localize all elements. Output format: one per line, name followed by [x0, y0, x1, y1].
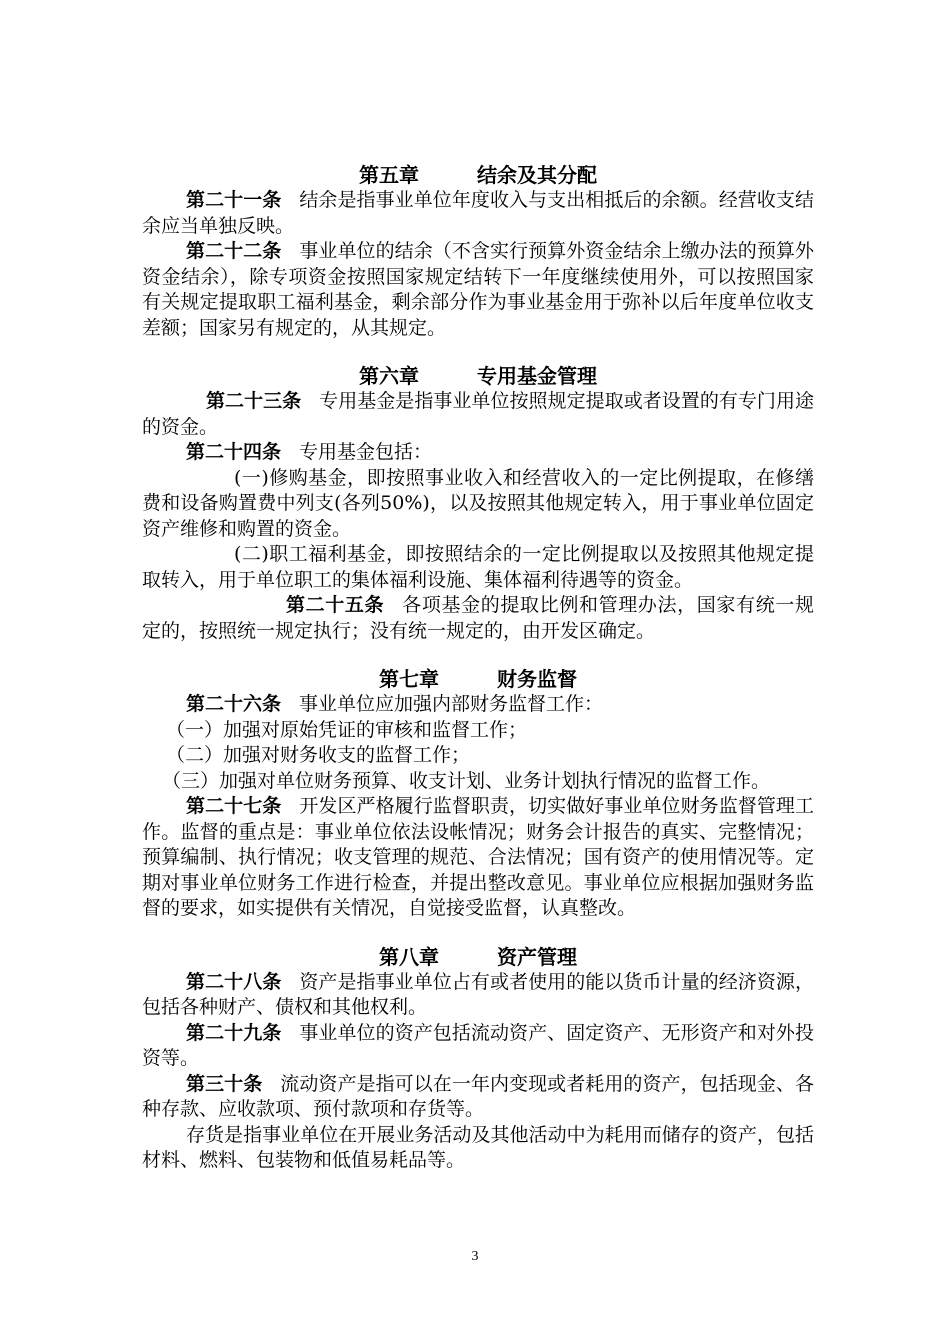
- article-text: 资产是指事业单位占有或者使用的能以货币计量的经济资源，包括各种财产、债权和其他权利。: [142, 970, 814, 1018]
- article-24-item-2: (二)职工福利基金，即按照结余的一定比例提取以及按照其他规定提取转入，用于单位职工的集体福利设施、集体福利待遇等的资金。: [142, 543, 814, 591]
- chapter-number: 第五章: [359, 163, 419, 187]
- article-30: [142, 1072, 814, 1123]
- article-26-item-1: （一）加强对原始凭证的审核和监督工作；: [166, 718, 528, 741]
- article-text: 专用基金是指事业单位按照规定提取或者设置的有专门用途的资金。: [142, 390, 814, 438]
- chapter-title: 结余及其分配: [477, 163, 597, 187]
- article-text: 开发区严格履行监督职责，切实做好事业单位财务监督管理工作。监督的重点是：事业单位依法设帐情况；财务会计报告的真实、完整情况；预算编制、执行情况；收支管理的规范、合法情况；国有资产的使用情况等。定期对事业单位财务工作进行检查，并提出整改意见。事业单位应根据加强财务监督的要求，如实提供有关情况，自觉接受监督，认真整改。: [142, 795, 814, 919]
- article-label: 第二十七条: [186, 795, 282, 817]
- chapter-7-heading: [142, 666, 814, 692]
- article-30-paragraph-2: 存货是指事业单位在开展业务活动及其他活动中为耗用而储存的资产，包括材料、燃料、包装物和低值易耗品等。: [142, 1123, 814, 1171]
- page-number: 3: [471, 1249, 479, 1264]
- article-27: [142, 794, 814, 922]
- article-26-item-3: （三）加强对单位财务预算、收支计划、业务计划执行情况的监督工作。: [162, 769, 771, 792]
- article-26: [142, 692, 814, 718]
- chapter-6-heading: [142, 363, 814, 389]
- chapter-title: 资产管理: [497, 944, 577, 969]
- article-label: 第二十九条: [186, 1021, 282, 1044]
- article-label: 第三十条: [186, 1072, 263, 1095]
- article-text: 流动资产是指可以在一年内变现或者耗用的资产，包括现金、各种存款、应收款项、预付款项和存货等。: [142, 1072, 814, 1120]
- article-28: [142, 970, 814, 1021]
- chapter-5-heading: [142, 162, 814, 188]
- article-label: 第二十六条: [186, 693, 282, 715]
- article-21: [142, 188, 814, 239]
- chapter-number: 第六章: [359, 364, 419, 388]
- article-25: [142, 593, 814, 644]
- article-label: 第二十二条: [186, 240, 282, 262]
- article-24: [142, 440, 814, 466]
- article-24-item-1: (一)修购基金，即按照事业收入和经营收入的一定比例提取，在修缮费和设备购置费中列支(各列50%)，以及按照其他规定转入，用于事业单位固定资产维修和购置的资金。: [142, 466, 814, 540]
- article-text: 各项基金的提取比例和管理办法，国家有统一规定的，按照统一规定执行；没有统一规定的，由开发区确定。: [142, 594, 814, 642]
- chapter-number: 第七章: [379, 667, 439, 691]
- article-text: 结余是指事业单位年度收入与支出相抵后的余额。经营收支结余应当单独反映。: [142, 189, 814, 237]
- article-29: [142, 1021, 814, 1072]
- article-23: [142, 389, 814, 440]
- article-26-item-2: （二）加强对财务收支的监督工作；: [166, 744, 471, 766]
- article-label: 第二十三条: [206, 390, 302, 412]
- chapter-8-heading: [142, 944, 814, 970]
- article-text: 专用基金包括：: [299, 441, 433, 463]
- document-body: [142, 162, 814, 1174]
- article-label: 第二十八条: [186, 970, 282, 993]
- article-text: 事业单位的资产包括流动资产、固定资产、无形资产和对外投资等。: [142, 1021, 814, 1069]
- article-22: [142, 239, 814, 341]
- article-text: 事业单位应加强内部财务监督工作：: [299, 693, 604, 715]
- article-text: 事业单位的结余（不含实行预算外资金结余上缴办法的预算外资金结余），除专项资金按照国家规定结转下一年度继续使用外，可以按照国家有关规定提取职工福利基金，剩余部分作为事业基金用于弥补以后年度单位收支差额；国家另有规定的，从其规定。: [142, 240, 814, 339]
- chapter-number: 第八章: [379, 944, 439, 969]
- chapter-title: 财务监督: [497, 667, 577, 691]
- chapter-title: 专用基金管理: [477, 364, 597, 388]
- article-label: 第二十五条: [286, 594, 385, 616]
- article-label: 第二十一条: [186, 189, 282, 211]
- article-label: 第二十四条: [186, 441, 282, 463]
